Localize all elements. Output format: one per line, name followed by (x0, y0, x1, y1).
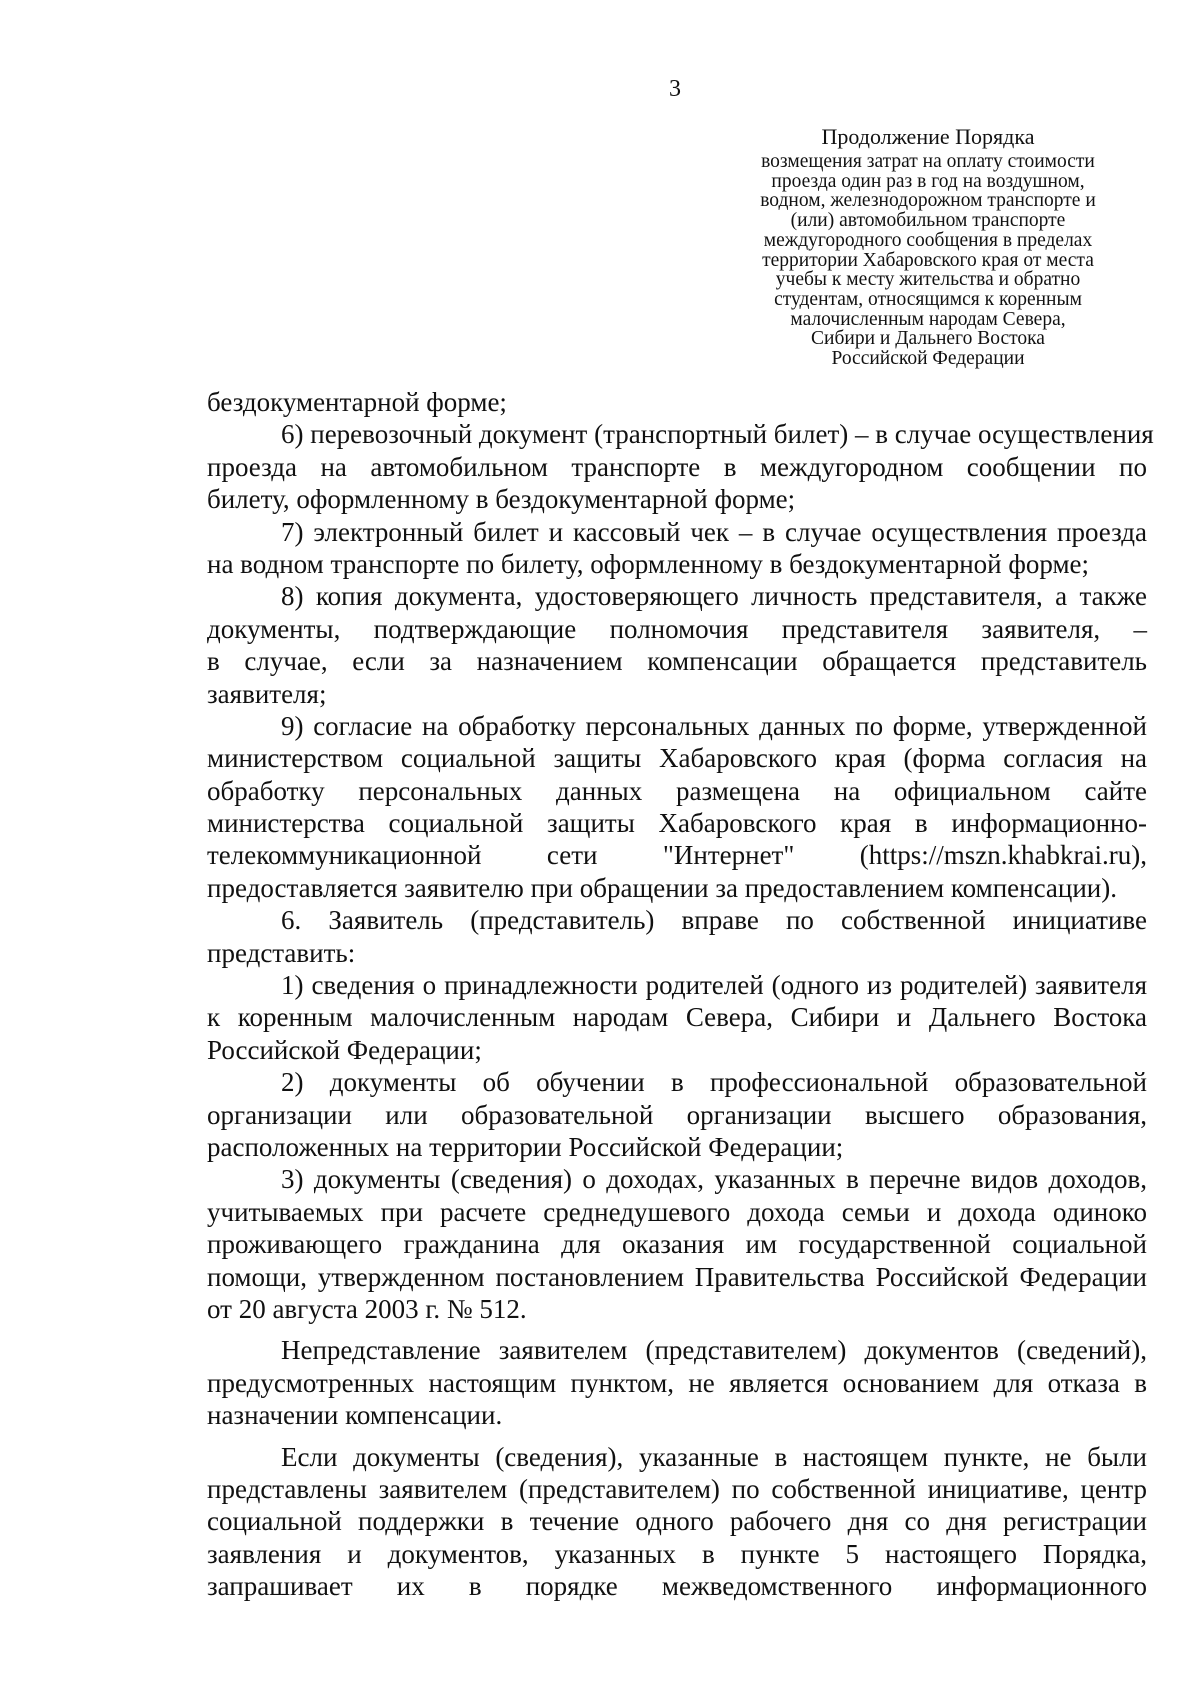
text-line: помощи, утвержденном постановлением Правительства Российской Федерации (207, 1261, 1147, 1292)
text-line: на водном транспорте по билету, оформленному в бездокументарной форме; (207, 548, 1090, 579)
header-line: водном, железнодорожном транспорте и (760, 190, 1096, 212)
page-number: 3 (669, 76, 681, 102)
header-line: территории Хабаровского края от места (762, 249, 1094, 271)
header-line: Российской Федерации (831, 348, 1025, 370)
text-line: предусмотренных настоящим пунктом, не является основанием для отказа в (207, 1367, 1147, 1398)
header-line: (или) автомобильном транспорте (790, 210, 1066, 232)
text-line: Российской Федерации; (207, 1034, 482, 1065)
text-line: билету, оформленному в бездокументарной форме; (207, 484, 796, 515)
text-line: заявления и документов, указанных в пункте 5 настоящего Порядка, (207, 1538, 1147, 1569)
header-line: междугородного сообщения в пределах (763, 229, 1093, 251)
text-line: организации или образовательной организации высшего образования, (207, 1099, 1147, 1130)
subitem-1-line: 1) сведения о принадлежности родителей (одного из родителей) заявителя (281, 970, 1147, 1001)
item-8-line: 8) копия документа, удостоверяющего личность представителя, а также (281, 581, 1147, 612)
text-line: в случае, если за назначением компенсации обращается представитель (207, 646, 1147, 677)
body-text (207, 386, 1154, 1602)
paragraph-gap (207, 1325, 1147, 1334)
text-line: от 20 августа 2003 г. № 512. (207, 1293, 527, 1324)
header-title: Продолжение Порядка (821, 124, 1035, 149)
text-line: проезда на автомобильном транспорте в междугородном сообщении по (207, 451, 1147, 482)
text-line: министерства социальной защиты Хабаровского края в информационно- (207, 808, 1147, 839)
text-line: учитываемых при расчете среднедушевого дохода семьи и дохода одиноко (207, 1196, 1147, 1227)
text-line: бездокументарной форме; (207, 387, 507, 417)
header-line: Сибири и Дальнего Востока (811, 328, 1045, 350)
text-line: социальной поддержки в течение одного рабочего дня со дня регистрации (207, 1506, 1147, 1537)
text-line: назначении компенсации. (207, 1400, 503, 1431)
text-line: заявителя; (207, 678, 327, 709)
text-line: к коренным малочисленным народам Севера, Сибири и Дальнего Востока (207, 1002, 1147, 1033)
header-line: учебы к месту жительства и обратно (775, 269, 1081, 291)
text-line: проживающего гражданина для оказания им государственной социальной (207, 1229, 1147, 1260)
paragraph-gap (207, 1432, 1147, 1441)
subitem-3-line: 3) документы (сведения) о доходах, указанных в перечне видов доходов, (281, 1164, 1147, 1195)
header-line: проезда один раз в год на воздушном, (771, 170, 1085, 192)
header-line: студентам, относящимся к коренным (774, 288, 1082, 310)
header-line: возмещения затрат на оплату стоимости (761, 151, 1095, 172)
subitem-2-line: 2) документы об обучении в профессиональной образовательной (281, 1067, 1147, 1098)
continuation-header (718, 124, 1138, 369)
text-line: предоставляется заявителю при обращении за предоставлением компенсации). (207, 872, 1117, 903)
item-7-line: 7) электронный билет и кассовый чек – в случае осуществления проезда (281, 516, 1147, 547)
text-line: документы, подтверждающие полномочия представителя заявителя, – (207, 613, 1147, 644)
paragraph-line: Непредставление заявителем (представителем) документов (сведений), (281, 1335, 1147, 1366)
text-line: запрашивает их в порядке межведомственного информационного (207, 1571, 1147, 1602)
text-line: министерством социальной защиты Хабаровского края (форма согласия на (207, 743, 1147, 774)
item-9-line: 9) согласие на обработку персональных данных по форме, утвержденной (281, 710, 1147, 741)
text-line: телекоммуникационной сети "Интернет" (https://mszn.khabkrai.ru), (207, 840, 1147, 871)
section-6-line: 6. Заявитель (представитель) вправе по собственной инициативе (281, 905, 1147, 936)
item-6-line: 6) перевозочный документ (транспортный билет) – в случае осуществления (281, 419, 1154, 450)
paragraph-line: Если документы (сведения), указанные в настоящем пункте, не были (281, 1441, 1147, 1472)
header-line: малочисленным народам Севера, (790, 308, 1066, 330)
text-line: обработку персональных данных размещена на официальном сайте (207, 775, 1147, 806)
text-line: представить: (207, 937, 356, 968)
text-line: представлены заявителем (представителем) по собственной инициативе, центр (207, 1473, 1147, 1504)
text-line: расположенных на территории Российской Федерации; (207, 1131, 844, 1162)
